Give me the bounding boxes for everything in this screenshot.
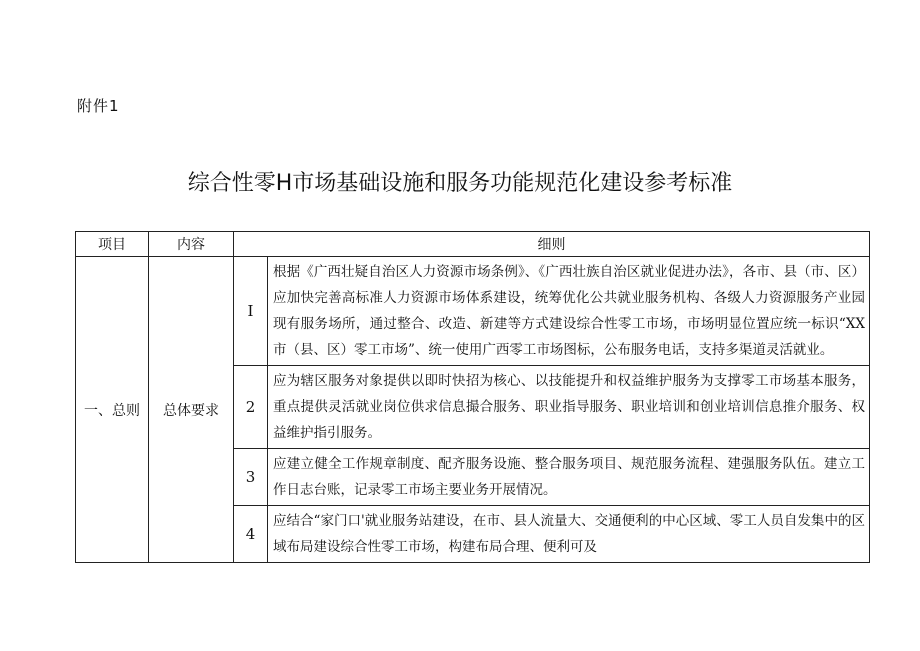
section-item-cell: 一、总则 (76, 257, 149, 563)
row-detail: 应结合“家门口'就业服务站建设，在市、县人流量大、交通便利的中心区域、零工人员自发集中的区域布局建设综合性零工市场，构建布局合理、便利可及 (268, 506, 870, 563)
row-number: I (234, 257, 268, 366)
header-content: 内容 (149, 232, 234, 257)
section-content-cell: 总体要求 (149, 257, 234, 563)
header-details: 细则 (234, 232, 870, 257)
row-detail: 根据《广西壮疑自治区人力资源市场条例》、《广西壮族自治区就业促进办法》，各市、县（市、区）应加快完善高标准人力资源市场体系建设，统筹优化公共就业服务机构、各级人力资源服务产业园现有服务场所，通过整合、改造、新建等方式建设综合性零工市场，市场明显位置应统一标识“XX市（县、区）零工市场”、统一使用广西零工市场图标，公布服务电话，支持多渠道灵活就业。 (268, 257, 870, 366)
row-detail: 应建立健全工作规章制度、配齐服务设施、整合服务项目、规范服务流程、建强服务队伍。建立工作日志台账，记录零工市场主要业务开展情况。 (268, 449, 870, 506)
row-number: 2 (234, 366, 268, 449)
document-title: 综合性零H市场基础设施和服务功能规范化建设参考标准 (187, 171, 733, 196)
row-number: 4 (234, 506, 268, 563)
header-item: 项目 (76, 232, 149, 257)
row-number: 3 (234, 449, 268, 506)
attachment-label: 附件1 (77, 97, 120, 115)
table-header-row (76, 232, 870, 257)
standards-table (75, 231, 870, 563)
row-detail: 应为辖区服务对象提供以即时快招为核心、以技能提升和权益维护服务为支撑零工市场基本服务，重点提供灵活就业岗位供求信息撮合服务、职业指导服务、职业培训和创业培训信息推介服务、权益维护指引服务。 (268, 366, 870, 449)
table-row (76, 257, 870, 366)
